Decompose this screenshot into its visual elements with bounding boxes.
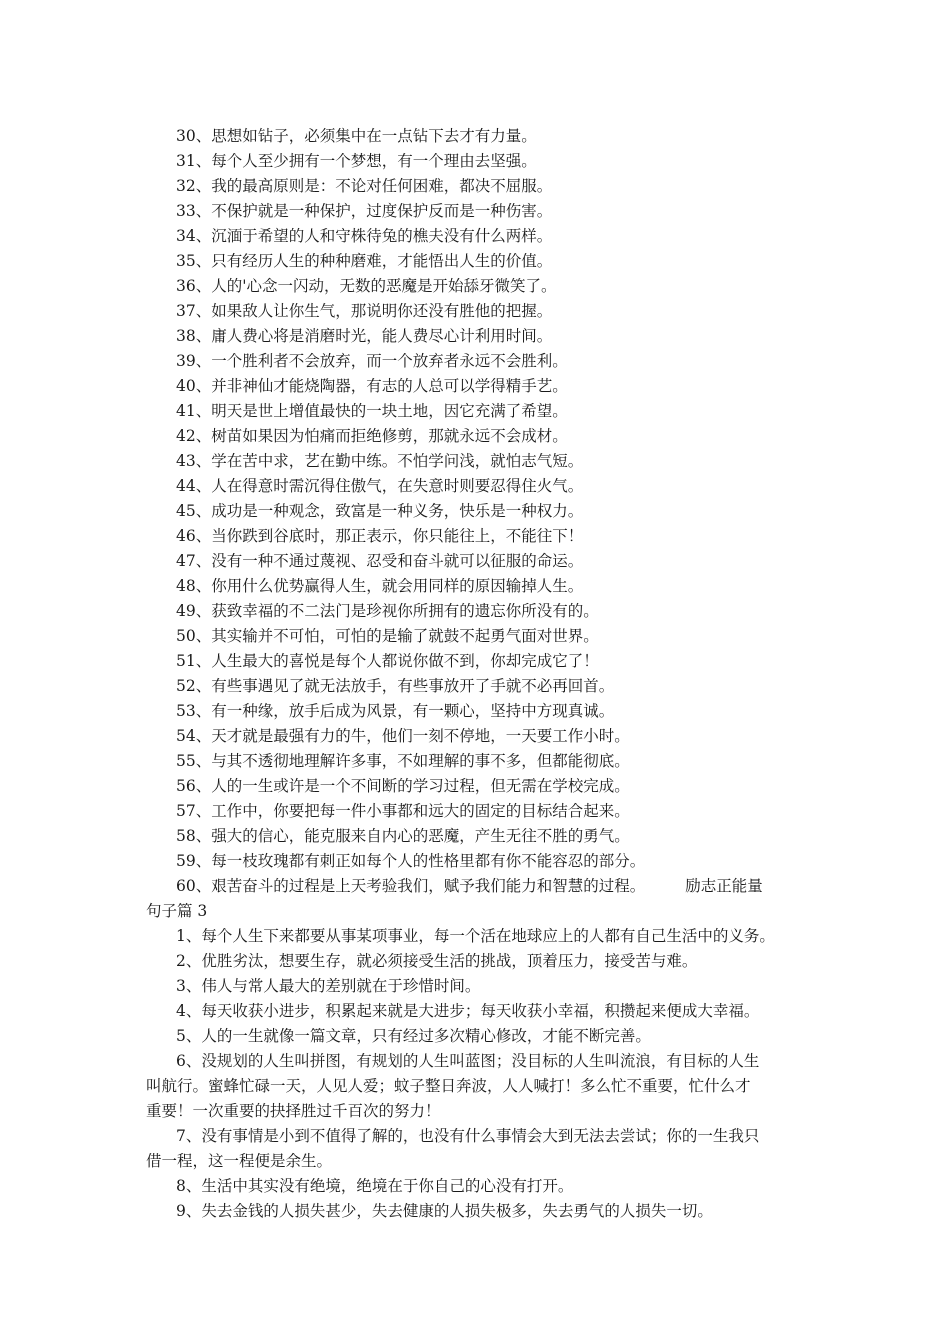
list-item: 43、学在苦中求，艺在勤中练。不怕学问浅，就怕志气短。 <box>176 452 584 470</box>
list-item-continued: 借一程，这一程便是余生。 <box>146 1152 333 1170</box>
list-item: 2、优胜劣汰，想要生存，就必须接受生活的挑战，顶着压力，接受苦与难。 <box>176 952 698 970</box>
list-item: 3、伟人与常人最大的差别就在于珍惜时间。 <box>176 977 481 995</box>
list-item-continued: 重要！一次重要的抉择胜过千百次的努力！ <box>146 1102 441 1120</box>
list-item: 54、天才就是最强有力的牛，他们一刻不停地，一天要工作小时。 <box>176 727 630 745</box>
list-item: 32、我的最高原则是：不论对任何困难，都决不屈服。 <box>176 177 553 195</box>
list-item: 30、思想如钻子，必须集中在一点钻下去才有力量。 <box>176 127 537 145</box>
list-item: 44、人在得意时需沉得住傲气，在失意时则要忍得住火气。 <box>176 477 584 495</box>
list-item: 38、庸人费心将是消磨时光，能人费尽心计利用时间。 <box>176 327 553 345</box>
list-item: 55、与其不透彻地理解许多事，不如理解的事不多，但都能彻底。 <box>176 752 630 770</box>
list-item: 36、人的'心念一闪动，无数的恶魔是开始舔牙微笑了。 <box>176 277 557 295</box>
list-item-continued: 叫航行。蜜蜂忙碌一天，人见人爱；蚊子整日奔波，人人喊打！多么忙不重要，忙什么才 <box>146 1077 751 1095</box>
list-item: 46、当你跌到谷底时，那正表示，你只能往上，不能往下！ <box>176 527 584 545</box>
list-item: 52、有些事遇见了就无法放手，有些事放开了手就不必再回首。 <box>176 677 615 695</box>
list-item: 56、人的一生或许是一个不间断的学习过程，但无需在学校完成。 <box>176 777 630 795</box>
section-heading-continued: 句子篇 3 <box>146 902 208 920</box>
list-item: 50、其实输并不可怕，可怕的是输了就鼓不起勇气面对世界。 <box>176 627 599 645</box>
section-heading: 励志正能量 <box>685 877 763 895</box>
list-item: 4、每天收获小进步，积累起来就是大进步；每天收获小幸福，积攒起来便成大幸福。 <box>176 1002 760 1020</box>
list-item <box>146 874 821 899</box>
list-item: 9、失去金钱的人损失甚少，失去健康的人损失极多，失去勇气的人损失一切。 <box>176 1202 713 1220</box>
list-item: 57、工作中，你要把每一件小事都和远大的固定的目标结合起来。 <box>176 802 630 820</box>
list-item: 48、你用什么优势赢得人生，就会用同样的原因输掉人生。 <box>176 577 584 595</box>
list-item: 40、并非神仙才能烧陶器，有志的人总可以学得精手艺。 <box>176 377 568 395</box>
list-item: 34、沉湎于希望的人和守株待兔的樵夫没有什么两样。 <box>176 227 553 245</box>
list-item: 6、没规划的人生叫拼图，有规划的人生叫蓝图；没目标的人生叫流浪，有目标的人生 <box>176 1052 760 1070</box>
body-text <box>146 124 821 1224</box>
list-item: 47、没有一种不通过蔑视、忍受和奋斗就可以征服的命运。 <box>176 552 584 570</box>
list-item: 35、只有经历人生的种种磨难，才能悟出人生的价值。 <box>176 252 553 270</box>
list-item: 39、一个胜利者不会放弃，而一个放弃者永远不会胜利。 <box>176 352 568 370</box>
list-item: 5、人的一生就像一篇文章，只有经过多次精心修改，才能不断完善。 <box>176 1027 651 1045</box>
list-item: 37、如果敌人让你生气，那说明你还没有胜他的把握。 <box>176 302 553 320</box>
list-item: 45、成功是一种观念，致富是一种义务，快乐是一种权力。 <box>176 502 584 520</box>
list-item: 49、获致幸福的不二法门是珍视你所拥有的遗忘你所没有的。 <box>176 602 599 620</box>
list-item: 42、树苗如果因为怕痛而拒绝修剪，那就永远不会成材。 <box>176 427 568 445</box>
list-item: 41、明天是世上增值最快的一块土地，因它充满了希望。 <box>176 402 568 420</box>
list-item: 51、人生最大的喜悦是每个人都说你做不到，你却完成它了！ <box>176 652 599 670</box>
list-item: 31、每个人至少拥有一个梦想，有一个理由去坚强。 <box>176 152 537 170</box>
list-item: 7、没有事情是小到不值得了解的，也没有什么事情会大到无法去尝试；你的一生我只 <box>176 1127 760 1145</box>
list-item: 33、不保护就是一种保护，过度保护反而是一种伤害。 <box>176 202 553 220</box>
list-item: 58、强大的信心，能克服来自内心的恶魔，产生无往不胜的勇气。 <box>176 827 630 845</box>
list-item: 59、每一枝玫瑰都有刺正如每个人的性格里都有你不能容忍的部分。 <box>176 852 646 870</box>
list-item: 1、每个人生下来都要从事某项事业，每一个活在地球应上的人都有自己生活中的义务。 <box>176 927 775 945</box>
list-item: 8、生活中其实没有绝境，绝境在于你自己的心没有打开。 <box>176 1177 574 1195</box>
list-item-text: 60、艰苦奋斗的过程是上天考验我们，赋予我们能力和智慧的过程。 <box>176 877 646 895</box>
list-item: 53、有一种缘，放手后成为风景，有一颗心，坚持中方现真诚。 <box>176 702 615 720</box>
